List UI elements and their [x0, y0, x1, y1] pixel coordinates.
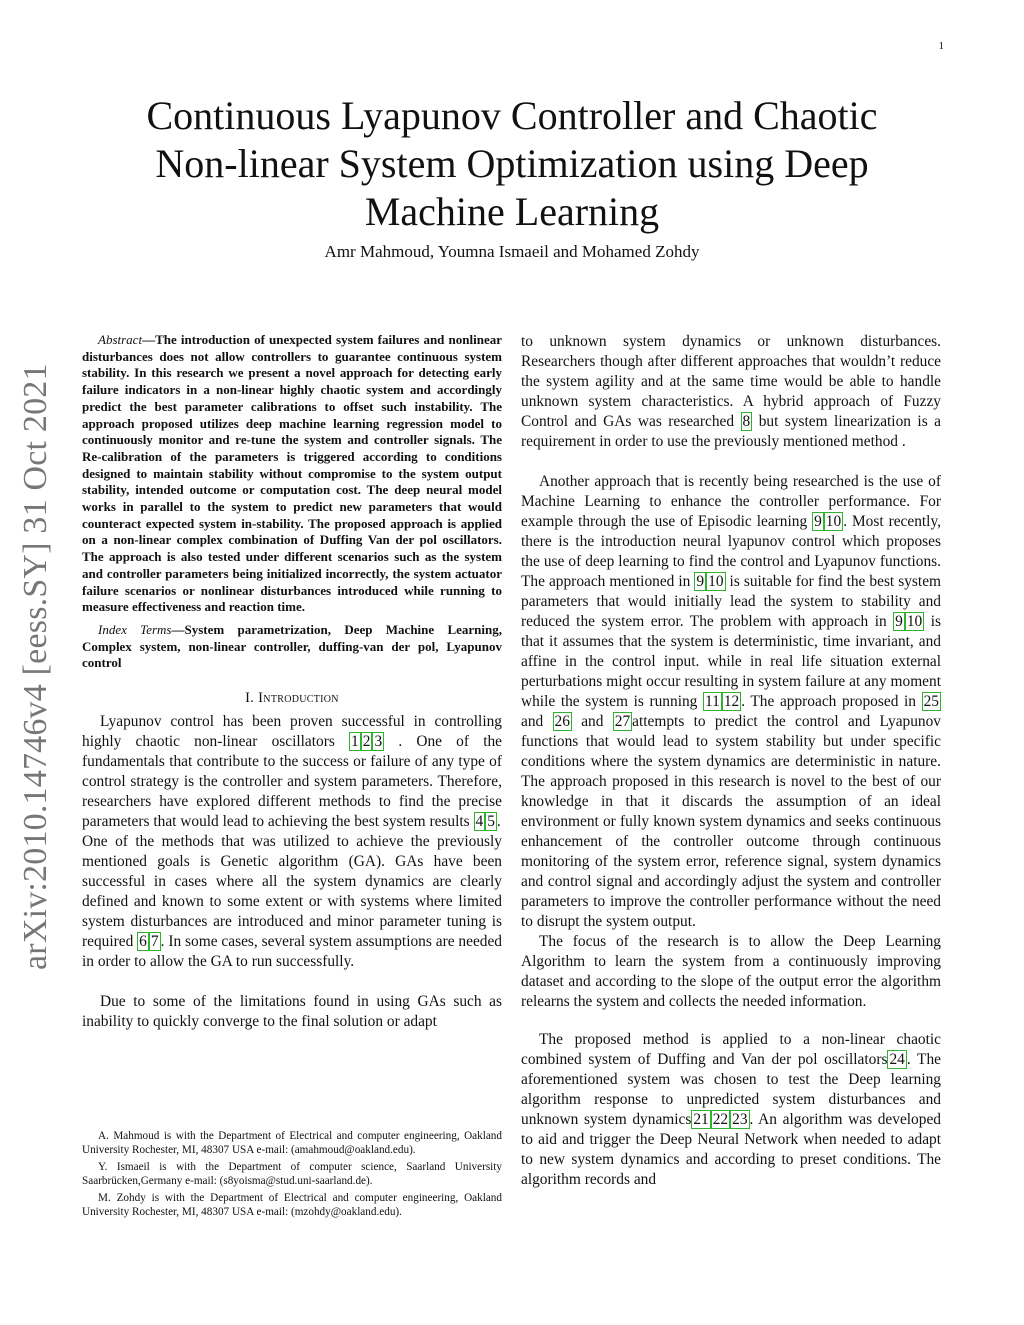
- intro-paragraph-3: Due to some of the limitations found in using GAs such as inability to quickly converge to the final solution or adapt: [82, 993, 502, 1031]
- text-run: is suitable for find the best system parameters that would initially lead the system to stability and reduced the system error. The problem with approach in: [521, 573, 942, 630]
- citation-link[interactable]: 3: [374, 733, 383, 751]
- citation-link[interactable]: 10: [906, 613, 923, 630]
- paragraph-gap: [521, 452, 941, 472]
- citation-link[interactable]: 7: [150, 933, 159, 951]
- abstract-label: Abstract: [98, 332, 143, 347]
- footnote: M. Zohdy is with the Department of Electrical and computer engineering, Oakland University Rochester, MI, 48307 USA e-mail: (mzohdy@oakland.edu).: [82, 1192, 502, 1218]
- text-run: Lyapunov control has been proven successful in controlling highly chaotic non-linear oscillators: [82, 713, 502, 751]
- citation-link[interactable]: 24: [889, 1051, 905, 1068]
- author-list: Amr Mahmoud, Youmna Ismaeil and Mohamed Zohdy: [324, 242, 700, 261]
- citation-link[interactable]: 21: [693, 1111, 709, 1128]
- left-column: [82, 332, 502, 1032]
- author-footnotes: [82, 1130, 502, 1223]
- page-number: 1: [938, 40, 944, 52]
- citation-link[interactable]: 4: [475, 813, 484, 831]
- text-run: . Most recently, there is the introduction neural lyapunov control which proposes the use of deep learning to find the control and Lyapunov functions. The approach mentioned in: [521, 513, 941, 590]
- citation-link[interactable]: 22: [712, 1111, 729, 1128]
- index-terms-text: System parametrization, Deep Machine Learning, Complex system, non-linear controller, duffing-van der pol, Lyapunov control: [82, 621, 503, 671]
- text-run: and: [571, 713, 613, 730]
- index-terms-label: Index Terms: [98, 621, 172, 637]
- paper-title: [100, 92, 924, 236]
- text-run: The proposed method is applied to a non-linear chaotic combined system of Duffing and Van der pol oscillators: [521, 1031, 941, 1068]
- section-number: I.: [245, 690, 255, 707]
- citation-link[interactable]: 25: [923, 693, 939, 710]
- text-run: but system linearization is a requirement in order to use the previously mentioned method .: [521, 413, 941, 450]
- text-run: . The aforementioned system was chosen to test the Deep learning algorithm response to unpredicted system disturbances and unknown system dynamics: [521, 1051, 941, 1128]
- abstract: [82, 332, 502, 616]
- text-run: Another approach that is recently being researched is the use of Machine Learning to enhance the controller performance. For example through the use of Episodic learning: [521, 473, 941, 530]
- text-run: to unknown system dynamics or unknown disturbances. Researchers though after different approaches that wouldn’t reduce the system agility and at the same time would be able to handle unknown system characteristics. A hybrid approach of Fuzzy Control and GAs was researched: [521, 333, 941, 430]
- arxiv-identifier-stamp: arXiv:2010.14746v4 [eess.SY] 31 Oct 2021: [17, 363, 54, 970]
- paragraph-gap: [82, 972, 502, 992]
- title-line: Non-linear System Optimization using Deep: [155, 141, 869, 186]
- text-run: . In some cases, several system assumptions are needed in order to allow the GA to run successfully.: [82, 933, 502, 971]
- citation-link[interactable]: 23: [732, 1111, 748, 1128]
- paragraph-gap: [521, 1012, 941, 1030]
- intro-paragraph-continued: [521, 332, 941, 452]
- citation-link[interactable]: 10: [708, 573, 724, 590]
- citation-link[interactable]: 6: [139, 933, 147, 951]
- index-terms: [82, 622, 502, 672]
- intro-paragraph-2: [82, 832, 502, 972]
- text-run: is that it assumes that the system is deterministic, time invariant, and affine in the control input. while in real life situation external perturbations might occur resulting in system failure at any moment while the system is running: [521, 613, 941, 710]
- text-run: attempts to predict the control and Lyapunov functions that would lead to system stability but under specific conditions where the system dynamics are deterministic in nature. The approach proposed in this research is novel to the best of our knowledge in that it discards the assumption of an ideal environment or fully known system dynamics and seeks continuous enhancement of the controller outcome through continuous monitoring of the system error, reference signal, system dynamics and control signal and accordingly adjust the system and controller parameters to improve the controller performance without the need to disrupt the system output.: [521, 713, 942, 930]
- index-terms-dash: —: [171, 621, 185, 637]
- text-run: and: [521, 713, 553, 730]
- title-line: Continuous Lyapunov Controller and Chaotic: [146, 93, 878, 138]
- intro-paragraph-4: [521, 472, 941, 932]
- citation-link[interactable]: 11: [705, 693, 720, 710]
- intro-paragraph-5: The focus of the research is to allow the Deep Learning Algorithm to learn the system from a continuously improving dataset and according to the slope of the output error the algorithm relearns the system and collects the needed information.: [521, 933, 941, 1010]
- section-heading-introduction: [82, 688, 502, 708]
- abstract-dash: —: [142, 332, 156, 347]
- citation-link[interactable]: 5: [487, 813, 495, 831]
- citation-link[interactable]: 8: [742, 413, 751, 430]
- footnote: A. Mahmoud is with the Department of Electrical and computer engineering, Oakland University Rochester, MI, 48307 USA e-mail: (amahmoud@oakland.edu).: [82, 1130, 502, 1156]
- text-run: .: [496, 813, 501, 831]
- footnote: Y. Ismaeil is with the Department of computer science, Saarland University Saarbrücken,Germany e-mail: (s8yoisma@stud.uni-saarland.de).: [82, 1161, 502, 1187]
- intro-paragraph-6: [521, 1030, 941, 1190]
- text-run: One of the methods that was utilized to achieve the previously mentioned goals is Genetic algorithm (GA). GAs have been successful in cases where all the system dynamics are clearly defined and known to some extent or with systems where limited system disturbances are introduced and minor parameter tuning is required: [82, 833, 502, 951]
- citation-link[interactable]: 9: [895, 613, 903, 630]
- citation-link[interactable]: 10: [825, 513, 842, 530]
- citation-link[interactable]: 2: [362, 733, 371, 751]
- section-title: Introduction: [258, 690, 339, 707]
- citation-link[interactable]: 27: [614, 713, 631, 730]
- citation-link[interactable]: 26: [554, 713, 570, 730]
- citation-link[interactable]: 12: [723, 693, 740, 710]
- right-column: [521, 332, 941, 1190]
- intro-paragraph-1: [82, 712, 502, 832]
- citation-link[interactable]: 1: [351, 733, 359, 751]
- title-line: Machine Learning: [364, 189, 660, 234]
- citation-link[interactable]: 9: [696, 573, 705, 590]
- text-run: . An algorithm was developed to aid and trigger the Deep Neural Network when needed to adapt to new system dynamics and according to preset conditions. The algorithm records and: [521, 1111, 941, 1188]
- text-run: . One of the fundamentals that contribute to the success or failure of any type of control strategy is the controller and system parameters. Therefore, researchers have explored different methods to find the precise parameters that would lead to achieving the best system results: [82, 733, 502, 831]
- citation-link[interactable]: 9: [814, 513, 822, 530]
- text-run: . The approach proposed in: [741, 693, 922, 710]
- abstract-text: The introduction of unexpected system failures and nonlinear disturbances does not allow controllers to guarantee continuous system stability. In this research we present a novel approach for detecting early failure indicators in a non-linear highly chaotic system and accordingly predict the best parameter calibrations to offset such instability. The approach proposed utilizes deep machine learning regression model to continuously monitor and re-tune the system and controller signals. The Re-calibration of the parameters is triggered according to conditions designed to maintain stability without compromise to the system output stability, intended outcome or computation cost. The deep neural model works in parallel to the system to predict new parameters that would counteract expected system in-stability. The proposed approach is applied on a non-linear complex combination of Duffing Van der pol oscillators. The approach is also tested under different scenarios such as the system and controller parameters being initialized incorrectly, the system actuator failure scenarios or nonlinear disturbances introduced while running to measure effectiveness and reaction time.: [82, 332, 502, 615]
